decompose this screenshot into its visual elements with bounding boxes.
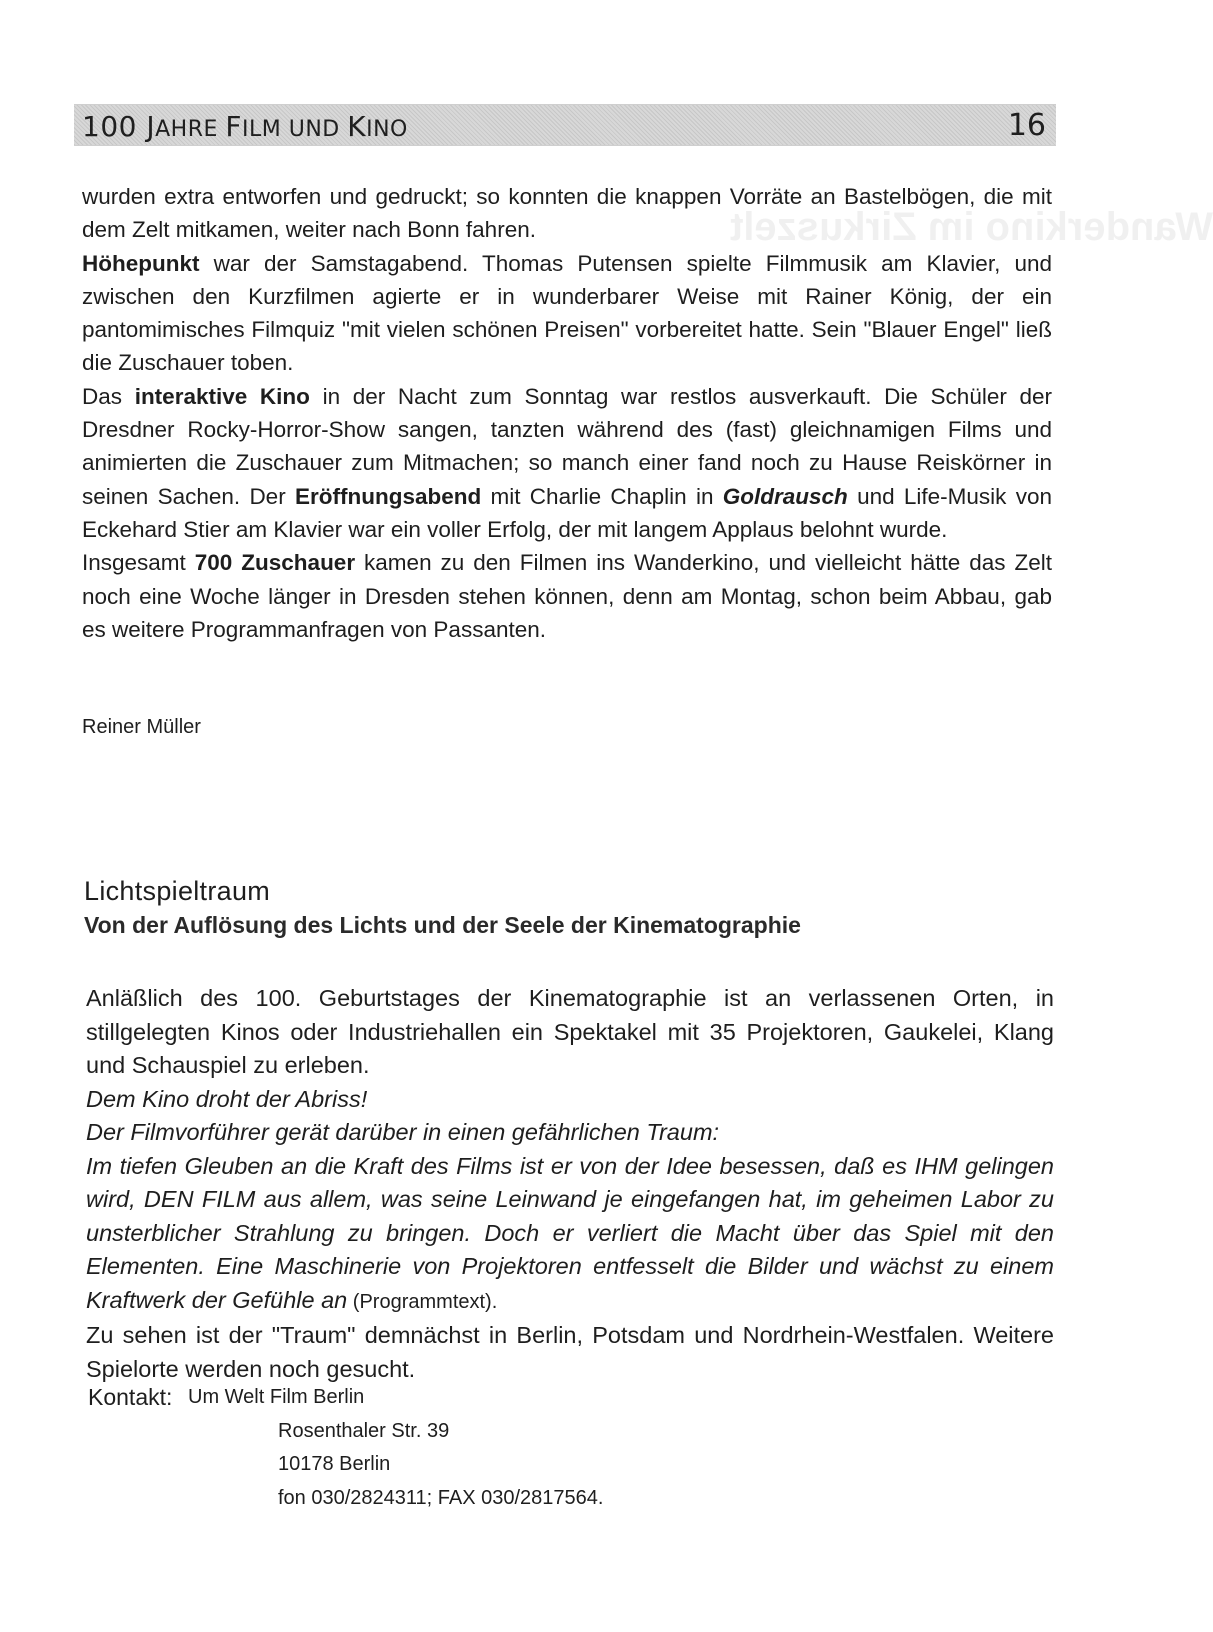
contact-street: Rosenthaler Str. 39: [278, 1419, 450, 1442]
bold-phrase: Höhepunkt: [82, 250, 200, 276]
header-title-part: F: [225, 110, 242, 143]
article-body: [82, 180, 1052, 646]
paragraph-text: Insgesamt: [82, 550, 195, 576]
paragraph: Zu sehen ist der "Traum" demnächst in Berlin, Potsdam und Nordrhein-Westfalen. Weitere Spielorte werden noch gesucht.: [86, 1322, 1054, 1382]
bold-phrase: 700 Zuschauer: [194, 550, 356, 576]
bold-phrase: interaktive Kino: [134, 383, 310, 409]
header-title-part: INO: [366, 117, 408, 142]
running-header: [74, 104, 1056, 146]
page-number: 16: [1007, 108, 1046, 143]
paragraph: [82, 546, 1052, 646]
show-through-text: Wanderkino im Zirkuszelt: [730, 205, 1213, 249]
paragraph-text: Das: [82, 383, 135, 409]
italic-line: Dem Kino droht der Abriss!: [86, 1085, 368, 1112]
paragraph-text: Im tiefen Gleuben an die Kraft des Films ist er von der Idee besessen, daß es IHM gelingen wird, DEN FILM aus allem, was seine Leinwand je eingefangen hat, im geheimen Labor zu unsterblicher Strahlung zu bringen. Doch er verliert die Macht über das Spiel mit den Elementen. Eine Maschinerie von Projektoren entfesselt die Bilder und wächst zu einem Kraftwerk der Gefühle an: [86, 1152, 1054, 1313]
film-title: Goldrausch: [722, 483, 848, 509]
header-title-part: 100 J: [82, 110, 156, 143]
section-subheading: Von der Auflösung des Lichts und der Seele der Kinematographie: [84, 912, 801, 938]
paragraph-text: und Life-Musik von Eckehard Stier am Klavier war ein voller Erfolg, der mit langem Applaus belohnt wurde.: [82, 483, 1052, 542]
contact-label: Kontakt:: [88, 1384, 173, 1410]
paragraph-text: war der Samstagabend. Thomas Putensen spielte Filmmusik am Klavier, und zwischen den Kurzfilmen agierte er in wunderbarer Weise mit Rainer König, der ein pantomimisches Filmquiz "mit vielen schönen Preisen" vorbereitet hatte. Sein "Blauer Engel" ließ die Zuschauer toben.: [82, 250, 1052, 376]
italic-paragraph: [86, 1150, 1054, 1320]
paragraph: [82, 380, 1052, 546]
source-note: (Programmtext).: [347, 1290, 498, 1313]
paragraph-text: mit Charlie Chaplin in: [481, 483, 723, 509]
italic-line: Der Filmvorführer gerät darüber in einen gefährlichen Traum:: [86, 1119, 720, 1145]
contact-phone: fon 030/2824311; FAX 030/2817564.: [278, 1486, 604, 1509]
bold-phrase: Eröffnungsabend: [294, 483, 482, 509]
paragraph-text: in der Nacht zum Sonntag war restlos ausverkauft. Die Schüler der Dresdner Rocky-Horror-Show sangen, tanzten während des (fast) gleichnamigen Films und animierten die Zuschauer zum Mitmachen; so manch einer fand noch zu Hause Reiskörner in seinen Sachen. Der: [82, 383, 1053, 509]
author-signature: Reiner Müller: [82, 716, 201, 738]
section-heading: Lichtspieltraum: [84, 876, 271, 906]
contact-name: Um Welt Film Berlin: [188, 1386, 365, 1408]
paragraph-text: wurden extra entworfen und gedruckt; so konnten die knappen Vorräte an Bastelbögen, die mit dem Zelt mitkamen, weiter nach Bonn fahren.: [82, 184, 1052, 243]
contact-block: [88, 1381, 604, 1509]
paragraph: [82, 247, 1052, 380]
header-title: [82, 110, 408, 143]
paragraph: [82, 180, 1052, 247]
section-body: [86, 982, 1054, 1386]
paragraph-text: kamen zu den Filmen ins Wanderkino, und vielleicht hätte das Zelt noch eine Woche länger in Dresden stehen können, denn am Montag, schon beim Abbau, gab es weitere Programmanfragen von Passanten.: [82, 550, 1052, 642]
contact-city: 10178 Berlin: [278, 1453, 391, 1475]
paragraph: Anläßlich des 100. Geburtstages der Kinematographie ist an verlassenen Orten, in stillgelegten Kinos oder Industriehallen ein Spektakel mit 35 Projektoren, Gaukelei, Klang und Schauspiel zu erleben.: [86, 985, 1054, 1078]
header-title-part: ILM UND: [242, 117, 348, 142]
header-title-part: K: [347, 110, 367, 143]
header-title-part: AHRE: [155, 117, 226, 142]
